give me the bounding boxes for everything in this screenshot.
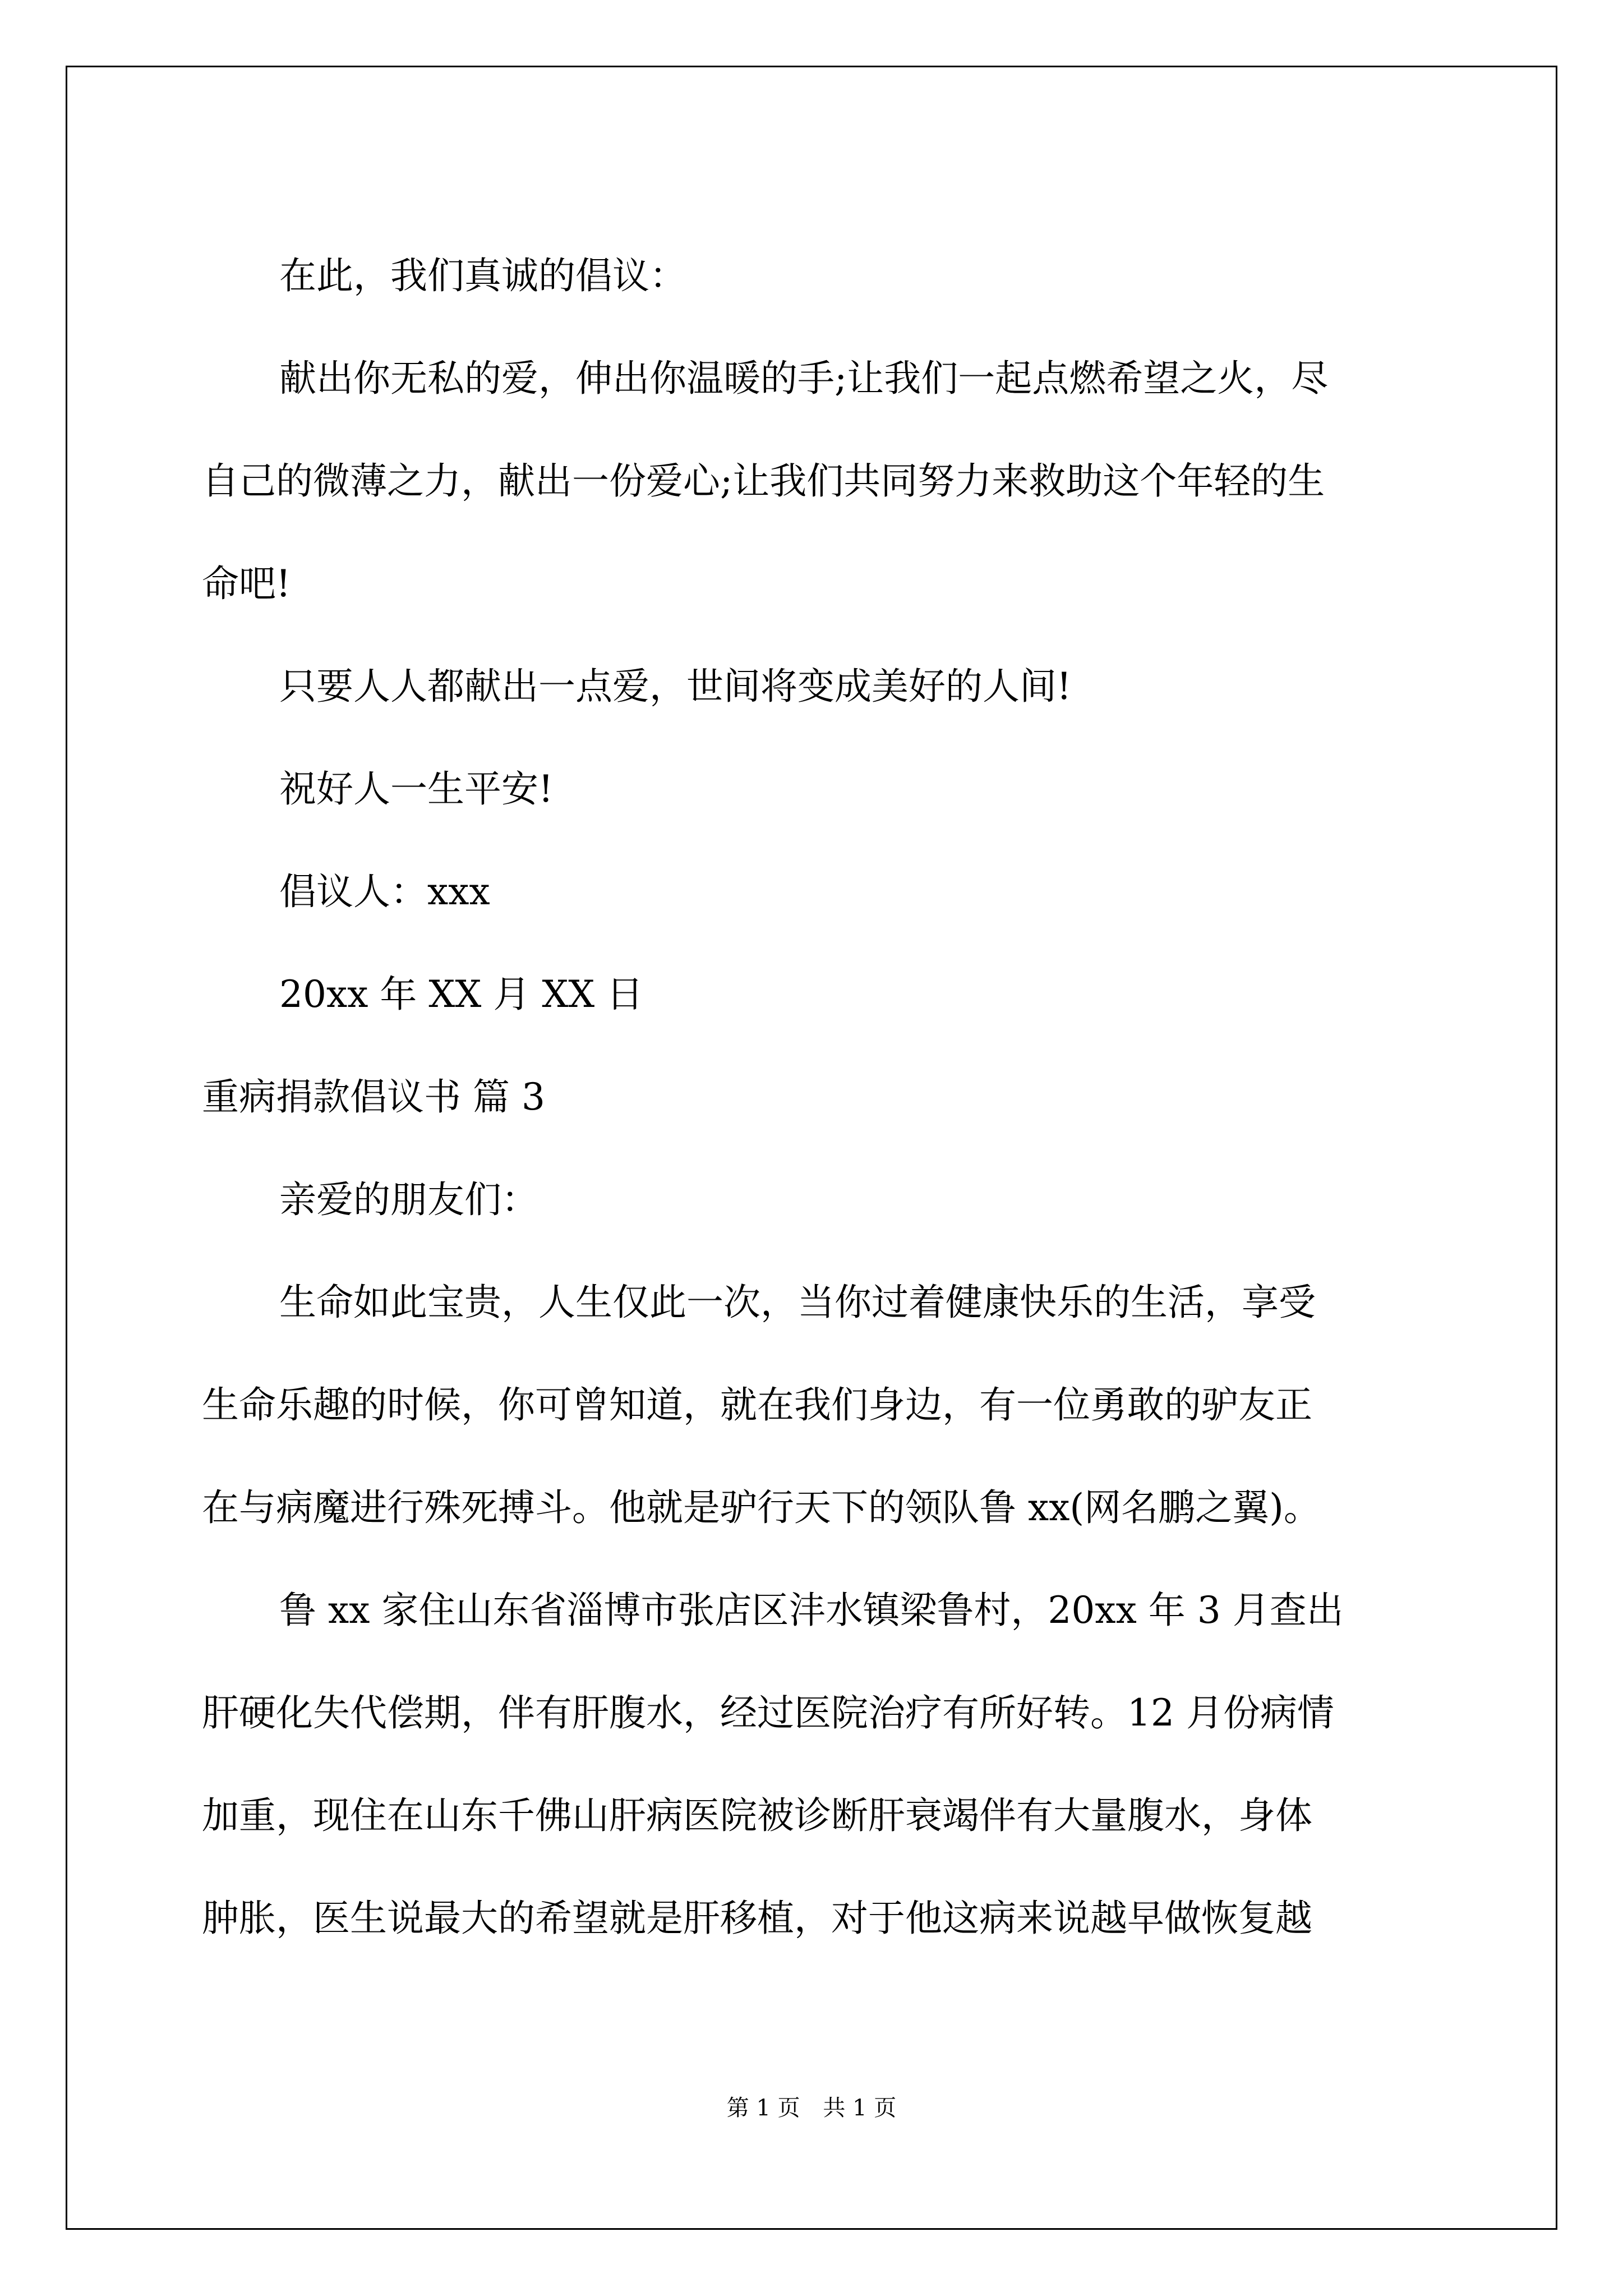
paragraph-patient-line: 肝硬化失代偿期，伴有肝腹水，经过医院治疗有所好转。12 月份病情 — [202, 1691, 1334, 1734]
paragraph-appeal-line: 献出你无私的爱，伸出你温暖的手;让我们一起点燃希望之火，尽 — [279, 357, 1329, 400]
paragraph-patient-line: 加重，现住在山东千佛山肝病医院被诊断肝衰竭伴有大量腹水，身体 — [202, 1794, 1312, 1837]
paragraph-life-line: 生命如此宝贵，人生仅此一次，当你过着健康快乐的生活，享受 — [279, 1281, 1316, 1324]
page-total: 共 1 页 — [823, 2095, 897, 2121]
paragraph-love-line: 只要人人都献出一点爱，世间将变成美好的人间! — [279, 665, 1072, 708]
section-heading: 重病捐款倡议书 篇 3 — [202, 1075, 545, 1119]
paragraph-patient-line: 鲁 xx 家住山东省淄博市张店区沣水镇梁鲁村，20xx 年 3 月查出 — [279, 1589, 1344, 1632]
paragraph-patient-line: 肿胀，医生说最大的希望就是肝移植，对于他这病来说越早做恢复越 — [202, 1897, 1312, 1940]
document-body — [202, 224, 1436, 1970]
page-footer — [0, 2091, 1623, 2125]
paragraph-appeal-line: 自己的微薄之力，献出一份爱心;让我们共同努力来救助这个年轻的生 — [202, 459, 1325, 503]
paragraph-life-line: 生命乐趣的时候，你可曾知道，就在我们身边，有一位勇敢的驴友正 — [202, 1383, 1312, 1427]
paragraph-life-line: 在与病魔进行殊死搏斗。他就是驴行天下的领队鲁 xx(网名鹏之翼)。 — [202, 1486, 1321, 1529]
page-number: 第 1 页 — [726, 2095, 800, 2121]
paragraph-appeal-line: 命吧! — [202, 562, 291, 605]
salutation: 亲爱的朋友们： — [279, 1178, 538, 1221]
paragraph-proposal-intro: 在此，我们真诚的倡议： — [279, 254, 686, 297]
proposer-signature: 倡议人：xxx — [279, 870, 490, 913]
date-line: 20xx 年 XX 月 XX 日 — [279, 973, 644, 1016]
paragraph-blessing: 祝好人一生平安! — [279, 767, 554, 811]
